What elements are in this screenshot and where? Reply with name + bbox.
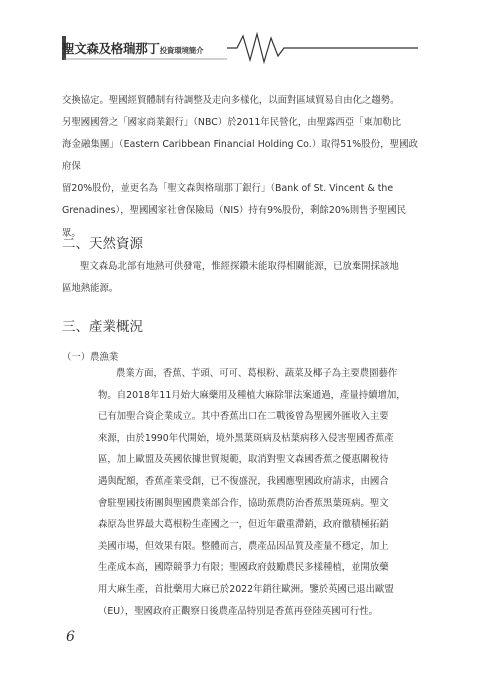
text-line: 交換協定。聖國經貿體制有待調整及走向多樣化，以面對區域貿易自由化之趨勢。 (62, 95, 400, 106)
text-line: 農業方面，香蕉、芋頭、可可、葛根粉、蔬菜及椰子為主要農園藝作 (116, 368, 398, 379)
text-line: 留20%股份，並更名為「聖文森與格瑞那丁銀行」（Bank of St. Vincent & the (62, 183, 394, 195)
text-line: 另聖國國營之「國家商業銀行」（NBC）於2011年民營化，由聖露西亞「東加勒比 (62, 117, 401, 129)
header-title-text: 聖文森及格瑞那丁 (62, 41, 160, 56)
text-line: 遇與配額，香蕉產業受創，已不復盛況，我國應聖國政府請求，由國合 (98, 475, 389, 487)
text-line: 眾。 (62, 227, 81, 239)
text-line: 聖文森島北部有地熱可供發電，惟經探鑽未能取得相關能源，已放棄開採該地 (80, 261, 399, 272)
text-line: 海金融集團」（Eastern Caribbean Financial Holding Co.）取得51%股份，聖國政府保 (62, 139, 418, 173)
text-line: 會駐聖國技術團與聖國農業部合作，協助蕉農防治香蕉黑葉斑病。聖文 (98, 497, 389, 509)
text-line: 美國市場，但效果有限。整體而言，農產品因品質及產量不穩定，加上 (98, 540, 389, 552)
section-heading-natural-resources: 二、天然資源 (62, 236, 143, 252)
text-line: 已有加聖合資企業成立。其中香蕉出口在二戰後曾為聖國外匯收入主要 (98, 411, 389, 423)
text-line: 區，加上歐盟及英國依據世貿規範，取消對聖文森國香蕉之優惠關稅待 (98, 454, 389, 466)
text-line: 森原為世界最大葛根粉生產國之一，但近年嚴重滯銷，政府徹積極拓銷 (98, 519, 389, 531)
page-header (62, 28, 418, 68)
header-subtitle: 投資環境簡介 (159, 46, 204, 55)
subsection-heading-agriculture: （一）農漁業 (62, 352, 119, 363)
text-line: 用大麻生產，首批藥用大麻已於2022年銷往歐洲。鑒於英國已退出歐盟 (98, 583, 394, 595)
page-number: 6 (66, 629, 75, 645)
text-line: 物。自2018年11月始大麻藥用及種植大麻除罪法案通過，產量持續增加， (98, 389, 406, 401)
text-line: Grenadines），聖國國家社會保險局（NIS）持有9%股份，剩餘20%則售予聖國民 (62, 205, 407, 217)
text-line: （EU），聖國政府正觀察日後農產品特別是香蕉再登陸英國可行性。 (98, 605, 378, 617)
text-line: 生產成本高，國際競爭力有限；聖國政府鼓勵農民多樣種植，並開放藥 (98, 562, 389, 574)
agriculture-paragraph (98, 363, 418, 622)
text-line: 區地熱能源。 (62, 283, 119, 295)
intro-paragraph (62, 90, 418, 245)
header-title (62, 39, 203, 57)
section2-paragraph (62, 256, 418, 300)
section-heading-industry: 三、產業概況 (62, 319, 143, 335)
text-line: 來源，由於1990年代開始，境外黑葉斑病及枯葉病移入侵害聖國香蕉產 (98, 432, 394, 444)
